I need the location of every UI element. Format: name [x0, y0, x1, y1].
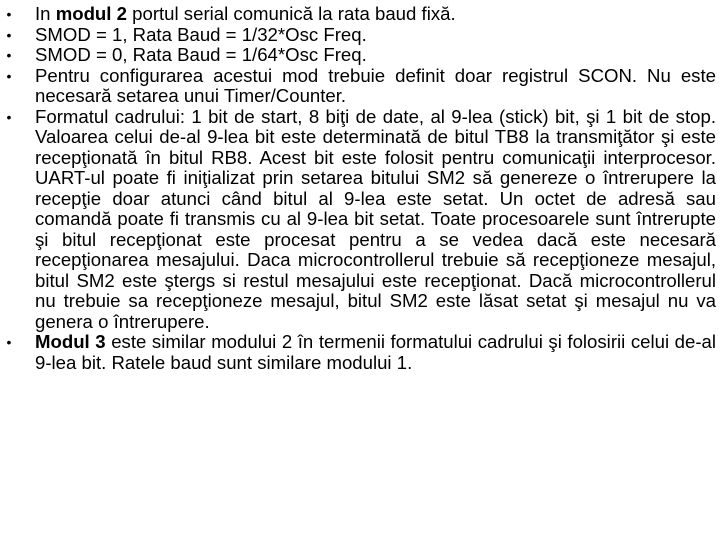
- bullet-item-mode3: [0, 332, 716, 373]
- bullet-dot: •: [6, 26, 12, 43]
- bullet-dot: •: [6, 67, 12, 84]
- bullet-item-frame-format: [0, 107, 716, 333]
- bullet-text: SMOD = 1, Rata Baud = 1/32*Osc Freq.: [35, 23, 367, 45]
- bullet-item-config: [0, 66, 716, 107]
- bullet-dot: •: [6, 334, 12, 350]
- bullet-text: SMOD = 0, Rata Baud = 1/64*Osc Freq.: [35, 44, 367, 65]
- bullet-dot: •: [6, 6, 12, 22]
- bullet-item-mode2: [0, 4, 716, 25]
- bullet-dot: •: [6, 47, 12, 63]
- bullet-text: Pentru configurarea acestui mod trebuie definit doar registrul SCON. Nu este necesară setarea unui Timer/Counter.: [35, 64, 716, 106]
- bullet-text: Formatul cadrului: 1 bit de start, 8 biţi de date, al 9-lea (stick) bit, şi 1 bit de stop. Valoarea celui de-al 9-lea bit este determinată de bitul TB8 la transmiţător şi este recepţionată în bitul RB8. Acest bit este folosit pentru comunicaţii interprocesor. UART-ul poate fi iniţializat prin setarea bitului SM2 să genereze o întrerupere la recepţie doar atunci când bitul al 9-lea este setat. Un octet de adresă sau comandă poate fi transmis cu al 9-lea bit setat. Toate procesoarele sunt întrerupte şi bitul recepţionat este procesat pentru a se vedea dacă este necesară recepţionarea mesajului. Daca microcontrollerul trebuie să recepţioneze mesajul, bitul SM2 este ştergs si restul mesajului este recepţionat. Dacă microcontrollerul nu trebuie sa recepţioneze mesajul, bitul SM2 este lăsat setat şi mesajul nu va genera o întrerupere.: [35, 105, 716, 332]
- bullet-text: [35, 4, 716, 25]
- bullet-list: [0, 4, 716, 373]
- bullet-text: [35, 332, 716, 373]
- text-segment: In: [35, 3, 56, 24]
- text-segment: este similar modului 2 în termenii formatului cadrului şi folosirii celui de-al 9-lea bit. Ratele baud sunt similare modului 1.: [35, 331, 716, 373]
- bullet-item-smod0: [0, 45, 716, 66]
- bullet-item-smod1: [0, 25, 716, 46]
- bold-term: Modul 3: [35, 331, 106, 352]
- text-segment: portul serial comunică la rata baud fixă.: [126, 3, 456, 24]
- bold-term: modul 2: [55, 3, 127, 24]
- bullet-dot: •: [6, 108, 12, 125]
